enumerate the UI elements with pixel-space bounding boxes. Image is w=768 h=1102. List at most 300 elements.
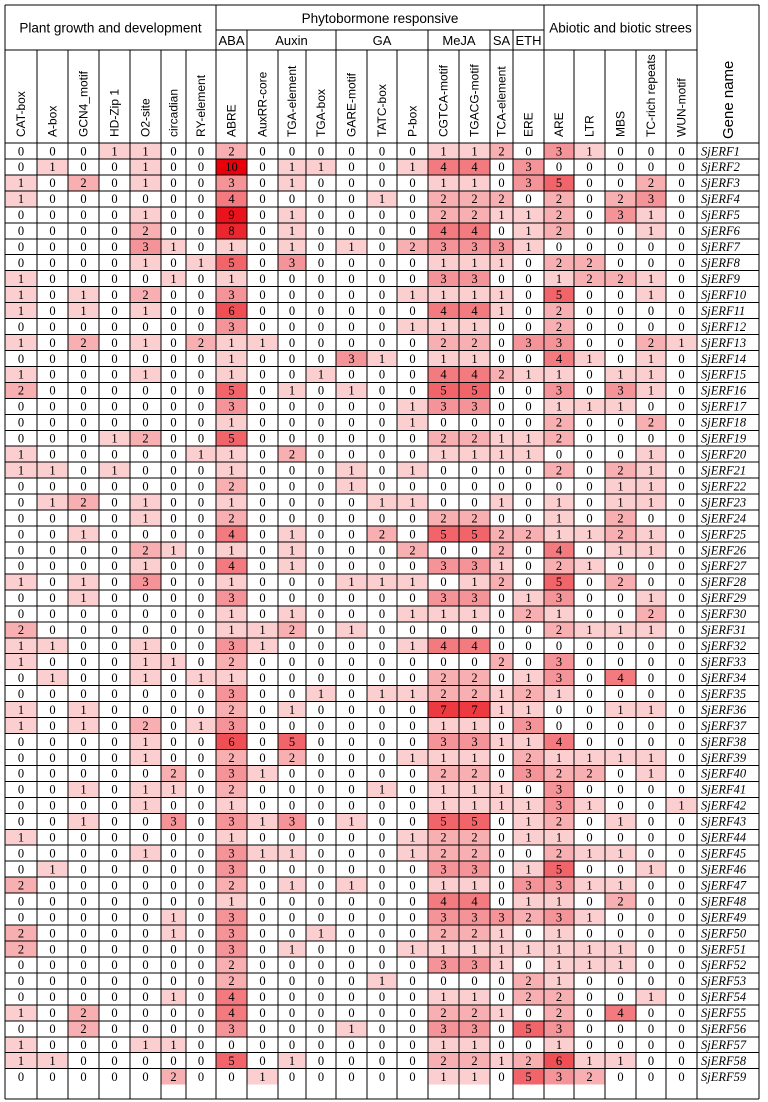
cell-value: 0 xyxy=(409,479,416,494)
cell-value: 2 xyxy=(555,224,563,239)
cell-value: 0 xyxy=(378,271,386,286)
cell-value: 0 xyxy=(111,894,118,909)
cell-value: 0 xyxy=(17,479,25,494)
cell-value: 2 xyxy=(525,686,532,701)
cell-value: 1 xyxy=(228,607,235,622)
cell-value: 0 xyxy=(170,623,177,638)
cell-value: 0 xyxy=(49,607,56,622)
cell-value: 0 xyxy=(80,463,87,478)
cell-value: 1 xyxy=(647,527,655,542)
cell-value: 0 xyxy=(348,1006,355,1021)
cell-value: 0 xyxy=(259,192,266,207)
cell-value: 0 xyxy=(170,447,177,462)
cell-value: 3 xyxy=(555,655,563,669)
cell-value: 0 xyxy=(317,559,325,574)
cell-value: 0 xyxy=(197,655,205,669)
gene-name-label: SjERF11 xyxy=(701,303,746,318)
cell-value: 0 xyxy=(80,208,87,223)
cell-value: 0 xyxy=(17,351,25,366)
cell-value: 0 xyxy=(378,798,386,813)
cell-value: 1 xyxy=(498,942,505,957)
cell-value: 0 xyxy=(586,862,593,877)
group-header-auxin: Auxin xyxy=(275,33,308,48)
cell-value: 0 xyxy=(317,798,325,813)
cell-value: 0 xyxy=(678,942,685,957)
cell-value: 1 xyxy=(288,224,296,239)
cell-value: 1 xyxy=(440,878,447,893)
gene-name-label: SjERF57 xyxy=(701,1038,747,1053)
cell-value: 0 xyxy=(678,287,685,302)
cell-value: 0 xyxy=(525,256,532,270)
cell-value: 1 xyxy=(498,1054,505,1068)
cell-value: 0 xyxy=(288,958,296,973)
cell-value: 0 xyxy=(170,670,177,685)
cell-value: 2 xyxy=(525,1054,532,1068)
cell-value: 4 xyxy=(228,1006,235,1021)
cell-value: 1 xyxy=(471,447,478,462)
cell-value: 1 xyxy=(555,367,563,382)
cell-value: 0 xyxy=(111,734,118,749)
gene-name-label: SjERF39 xyxy=(701,750,747,765)
cell-value: 0 xyxy=(288,990,296,1005)
cell-value: 0 xyxy=(49,830,56,845)
cell-value: 0 xyxy=(111,702,118,717)
cell-value: 1 xyxy=(555,495,563,510)
cell-value: 2 xyxy=(525,607,532,622)
cell-value: 2 xyxy=(228,655,235,669)
cell-value: 0 xyxy=(586,176,593,191)
cell-value: 0 xyxy=(586,415,593,430)
cell-value: 0 xyxy=(409,351,416,366)
cell-value: 2 xyxy=(555,192,563,207)
cell-value: 2 xyxy=(498,575,505,590)
cell-value: 2 xyxy=(647,607,655,622)
cell-value: 2 xyxy=(80,335,87,350)
cell-value: 0 xyxy=(259,383,266,398)
cell-value: 1 xyxy=(142,734,149,749)
cell-value: 0 xyxy=(498,224,505,239)
cell-value: 1 xyxy=(471,575,478,590)
column-header-ry-element: RY-element xyxy=(194,74,208,137)
cell-value: 0 xyxy=(647,718,655,733)
cell-value: 0 xyxy=(17,208,25,223)
cell-value: 1 xyxy=(348,623,355,638)
cell-value: 0 xyxy=(170,224,177,239)
cell-value: 0 xyxy=(288,798,296,813)
cell-value: 1 xyxy=(525,702,532,717)
cell-value: 0 xyxy=(288,415,296,430)
cell-value: 0 xyxy=(378,415,386,430)
cell-value: 0 xyxy=(142,958,149,973)
cell-value: 0 xyxy=(197,830,205,845)
gene-name-label: SjERF44 xyxy=(701,830,747,845)
cell-value: 0 xyxy=(111,208,118,223)
cell-value: 0 xyxy=(678,575,685,590)
cell-value: 0 xyxy=(197,990,205,1005)
gene-name-label: SjERF45 xyxy=(701,846,747,861)
cell-value: 0 xyxy=(80,926,87,941)
cell-value: 0 xyxy=(555,479,563,494)
cell-value: 3 xyxy=(525,766,532,781)
cell-value: 0 xyxy=(409,894,416,909)
cell-value: 1 xyxy=(498,495,505,510)
cell-value: 1 xyxy=(111,463,118,478)
cell-value: 0 xyxy=(525,926,532,941)
cell-value: 3 xyxy=(555,878,563,893)
column-header-abre: ABRE xyxy=(224,104,239,137)
cell-value: 0 xyxy=(409,910,416,925)
cell-value: 1 xyxy=(555,686,563,701)
cell-value: 0 xyxy=(678,766,685,781)
cell-value: 1 xyxy=(647,623,655,638)
cell-value: 0 xyxy=(617,639,624,654)
cell-value: 0 xyxy=(49,814,56,829)
cell-value: 3 xyxy=(471,734,478,749)
cell-value: 1 xyxy=(259,639,266,654)
cell-value: 2 xyxy=(288,623,296,638)
cell-value: 0 xyxy=(409,559,416,574)
cell-value: 0 xyxy=(586,607,593,622)
cell-value: 4 xyxy=(440,303,447,318)
cell-value: 1 xyxy=(259,1069,266,1084)
cell-value: 2 xyxy=(555,846,563,861)
cell-value: 0 xyxy=(259,575,266,590)
cell-value: 2 xyxy=(228,974,235,989)
cell-value: 0 xyxy=(378,591,386,606)
cell-value: 2 xyxy=(170,1069,177,1084)
cell-value: 1 xyxy=(228,271,235,286)
cell-value: 0 xyxy=(647,1006,655,1021)
cell-value: 3 xyxy=(471,559,478,574)
cell-value: 0 xyxy=(111,543,118,558)
cell-value: 2 xyxy=(555,256,563,270)
cell-value: 2 xyxy=(617,527,624,542)
cell-value: 3 xyxy=(555,670,563,685)
cell-value: 1 xyxy=(409,830,416,845)
cell-value: 0 xyxy=(80,1069,87,1084)
cell-value: 0 xyxy=(259,367,266,382)
cell-value: 1 xyxy=(525,208,532,223)
cell-value: 1 xyxy=(142,144,149,159)
column-header-tgacg-motif: TGACG-motif xyxy=(467,64,482,137)
cell-value: 0 xyxy=(348,702,355,717)
cell-value: 0 xyxy=(170,974,177,989)
cell-value: 0 xyxy=(471,415,478,430)
cell-value: 1 xyxy=(80,718,87,733)
cell-value: 0 xyxy=(80,160,87,175)
cell-value: 0 xyxy=(525,639,532,654)
cell-value: 0 xyxy=(647,878,655,893)
cell-value: 0 xyxy=(586,335,593,350)
cell-value: 0 xyxy=(378,303,386,318)
cell-value: 0 xyxy=(678,974,685,989)
cell-value: 1 xyxy=(471,798,478,813)
cell-value: 0 xyxy=(647,814,655,829)
gene-name-label: SjERF24 xyxy=(701,511,747,526)
column-header-tc-rich-repeats: TC-rich repeats xyxy=(644,54,658,137)
cell-value: 0 xyxy=(378,639,386,654)
cell-value: 0 xyxy=(111,990,118,1005)
cell-value: 0 xyxy=(170,192,177,207)
cell-value: 0 xyxy=(17,607,25,622)
cell-value: 0 xyxy=(80,750,87,765)
cell-value: 0 xyxy=(378,287,386,302)
cell-value: 0 xyxy=(259,144,266,159)
cell-value: 0 xyxy=(525,782,532,797)
cell-value: 0 xyxy=(142,990,149,1005)
cell-value: 5 xyxy=(555,287,563,302)
cell-value: 0 xyxy=(317,527,325,542)
cell-value: 0 xyxy=(617,447,624,462)
cell-value: 0 xyxy=(348,287,355,302)
cell-value: 0 xyxy=(348,415,355,430)
cell-value: 0 xyxy=(378,383,386,398)
cell-value: 0 xyxy=(409,862,416,877)
cell-value: 0 xyxy=(409,511,416,526)
cell-value: 2 xyxy=(288,447,296,462)
cell-value: 0 xyxy=(678,1038,685,1053)
cell-value: 0 xyxy=(409,670,416,685)
cell-value: 1 xyxy=(555,271,563,286)
cell-value: 1 xyxy=(142,750,149,765)
cell-value: 0 xyxy=(197,750,205,765)
cell-value: 2 xyxy=(471,846,478,861)
cell-value: 2 xyxy=(586,766,593,781)
cell-value: 1 xyxy=(586,144,593,159)
cell-value: 0 xyxy=(348,990,355,1005)
cell-value: 1 xyxy=(17,192,25,207)
cell-value: 1 xyxy=(17,639,25,654)
cell-value: 6 xyxy=(228,734,235,749)
cell-value: 0 xyxy=(111,878,118,893)
cell-value: 0 xyxy=(49,846,56,861)
cell-value: 0 xyxy=(170,511,177,526)
cell-value: 0 xyxy=(678,319,685,334)
cell-value: 0 xyxy=(498,639,505,654)
cell-value: 0 xyxy=(142,910,149,925)
cell-value: 0 xyxy=(440,463,447,478)
cell-value: 0 xyxy=(111,942,118,957)
cell-value: 0 xyxy=(259,240,266,255)
cell-value: 1 xyxy=(80,527,87,542)
cell-value: 1 xyxy=(525,224,532,239)
cell-value: 0 xyxy=(49,655,56,669)
cell-value: 0 xyxy=(288,351,296,366)
cell-value: 2 xyxy=(555,766,563,781)
cell-value: 1 xyxy=(471,607,478,622)
cell-value: 0 xyxy=(170,335,177,350)
cell-value: 0 xyxy=(111,176,118,191)
cell-value: 0 xyxy=(378,926,386,941)
cell-value: 3 xyxy=(555,591,563,606)
cell-value: 3 xyxy=(228,287,235,302)
cell-value: 5 xyxy=(471,814,478,829)
cell-value: 0 xyxy=(586,511,593,526)
cell-value: 0 xyxy=(80,192,87,207)
cell-value: 1 xyxy=(409,846,416,861)
cell-value: 0 xyxy=(259,287,266,302)
cell-value: 3 xyxy=(228,686,235,701)
cell-value: 0 xyxy=(617,559,624,574)
cell-value: 1 xyxy=(617,399,624,414)
cell-value: 1 xyxy=(647,495,655,510)
cell-value: 1 xyxy=(586,527,593,542)
cell-value: 1 xyxy=(586,846,593,861)
cell-value: 1 xyxy=(647,271,655,286)
cell-value: 0 xyxy=(647,319,655,334)
cell-value: 0 xyxy=(142,926,149,941)
cell-value: 0 xyxy=(170,495,177,510)
cell-value: 0 xyxy=(678,271,685,286)
cell-value: 5 xyxy=(228,383,235,398)
cell-value: 0 xyxy=(142,862,149,877)
cell-value: 0 xyxy=(555,718,563,733)
cell-value: 2 xyxy=(555,303,563,318)
cell-value: 1 xyxy=(348,878,355,893)
cell-value: 0 xyxy=(259,591,266,606)
cell-value: 1 xyxy=(555,942,563,957)
cell-value: 0 xyxy=(317,702,325,717)
cell-value: 1 xyxy=(647,479,655,494)
cell-value: 0 xyxy=(197,623,205,638)
cell-value: 0 xyxy=(678,782,685,797)
cell-value: 0 xyxy=(111,958,118,973)
cell-value: 0 xyxy=(111,974,118,989)
cell-value: 5 xyxy=(555,176,563,191)
cell-value: 0 xyxy=(17,1069,25,1084)
column-header-circadian: circadian xyxy=(166,88,181,137)
cell-value: 1 xyxy=(409,399,416,414)
cell-value: 0 xyxy=(80,1038,87,1053)
cell-value: 0 xyxy=(80,431,87,446)
cell-value: 2 xyxy=(586,256,593,270)
cell-value: 0 xyxy=(525,319,532,334)
cell-value: 0 xyxy=(348,271,355,286)
cell-value: 2 xyxy=(80,1006,87,1021)
cell-value: 1 xyxy=(647,351,655,366)
cell-value: 0 xyxy=(586,208,593,223)
cell-value: 5 xyxy=(440,527,447,542)
cell-value: 0 xyxy=(17,511,25,526)
cell-value: 0 xyxy=(378,702,386,717)
cell-value: 0 xyxy=(678,543,685,558)
gene-name-label: SjERF5 xyxy=(701,208,740,223)
cell-value: 0 xyxy=(288,1022,296,1037)
cell-value: 0 xyxy=(80,639,87,654)
cell-value: 1 xyxy=(498,686,505,701)
cell-value: 1 xyxy=(142,655,149,669)
cell-value: 1 xyxy=(440,798,447,813)
cell-value: 3 xyxy=(228,910,235,925)
cell-value: 0 xyxy=(197,559,205,574)
cell-value: 0 xyxy=(259,910,266,925)
cell-value: 0 xyxy=(678,431,685,446)
cell-value: 0 xyxy=(348,511,355,526)
cell-value: 0 xyxy=(142,894,149,909)
cell-value: 0 xyxy=(586,782,593,797)
cell-value: 1 xyxy=(142,208,149,223)
cell-value: 1 xyxy=(288,846,296,861)
cell-value: 0 xyxy=(647,734,655,749)
cell-value: 2 xyxy=(228,750,235,765)
cell-value: 0 xyxy=(617,160,624,175)
cell-value: 0 xyxy=(617,1022,624,1037)
cell-value: 0 xyxy=(440,974,447,989)
cell-value: 1 xyxy=(678,335,685,350)
cell-value: 0 xyxy=(288,303,296,318)
cell-value: 0 xyxy=(317,750,325,765)
cell-value: 0 xyxy=(409,766,416,781)
cell-value: 2 xyxy=(647,176,655,191)
cell-value: 0 xyxy=(378,176,386,191)
cell-value: 0 xyxy=(111,686,118,701)
gene-name-label: SjERF35 xyxy=(701,686,747,701)
cell-value: 1 xyxy=(647,702,655,717)
cell-value: 0 xyxy=(17,495,25,510)
cell-value: 0 xyxy=(586,591,593,606)
cell-value: 2 xyxy=(440,926,447,941)
gene-name-label: SjERF12 xyxy=(701,319,747,334)
cell-value: 0 xyxy=(111,846,118,861)
cell-value: 2 xyxy=(17,878,25,893)
cell-value: 3 xyxy=(288,814,296,829)
gene-name-label: SjERF33 xyxy=(701,655,747,669)
cell-value: 1 xyxy=(525,814,532,829)
cell-value: 0 xyxy=(259,543,266,558)
column-header-ere: ERE xyxy=(521,112,536,137)
gene-name-label: SjERF51 xyxy=(701,942,747,957)
cell-value: 0 xyxy=(111,670,118,685)
cell-value: 0 xyxy=(259,415,266,430)
cell-value: 5 xyxy=(228,1054,235,1068)
cell-value: 0 xyxy=(525,575,532,590)
cell-value: 1 xyxy=(440,287,447,302)
cell-value: 0 xyxy=(378,655,386,669)
cell-value: 0 xyxy=(197,1006,205,1021)
cell-value: 0 xyxy=(617,176,624,191)
cell-value: 1 xyxy=(197,447,205,462)
cell-value: 0 xyxy=(17,240,25,255)
cell-value: 0 xyxy=(678,144,685,159)
cell-value: 0 xyxy=(170,1006,177,1021)
cell-value: 0 xyxy=(111,335,118,350)
cell-value: 0 xyxy=(409,591,416,606)
cell-value: 5 xyxy=(471,527,478,542)
cell-value: 2 xyxy=(228,511,235,526)
cell-value: 0 xyxy=(259,431,266,446)
cell-value: 2 xyxy=(498,527,505,542)
cell-value: 2 xyxy=(17,942,25,957)
cell-value: 0 xyxy=(586,1022,593,1037)
cell-value: 0 xyxy=(348,1069,355,1084)
cell-value: 1 xyxy=(142,335,149,350)
cell-value: 0 xyxy=(617,782,624,797)
cell-value: 4 xyxy=(228,192,235,207)
cell-value: 2 xyxy=(440,846,447,861)
cell-value: 1 xyxy=(617,846,624,861)
gene-name-label: SjERF2 xyxy=(701,160,740,175)
cell-value: 1 xyxy=(348,463,355,478)
cell-value: 4 xyxy=(440,639,447,654)
cell-value: 3 xyxy=(440,910,447,925)
cell-value: 0 xyxy=(617,1069,624,1084)
gene-name-label: SjERF30 xyxy=(701,607,747,622)
cell-value: 0 xyxy=(49,926,56,941)
cell-value: 0 xyxy=(525,287,532,302)
cell-value: 0 xyxy=(80,830,87,845)
cell-value: 5 xyxy=(440,383,447,398)
cell-value: 0 xyxy=(17,846,25,861)
